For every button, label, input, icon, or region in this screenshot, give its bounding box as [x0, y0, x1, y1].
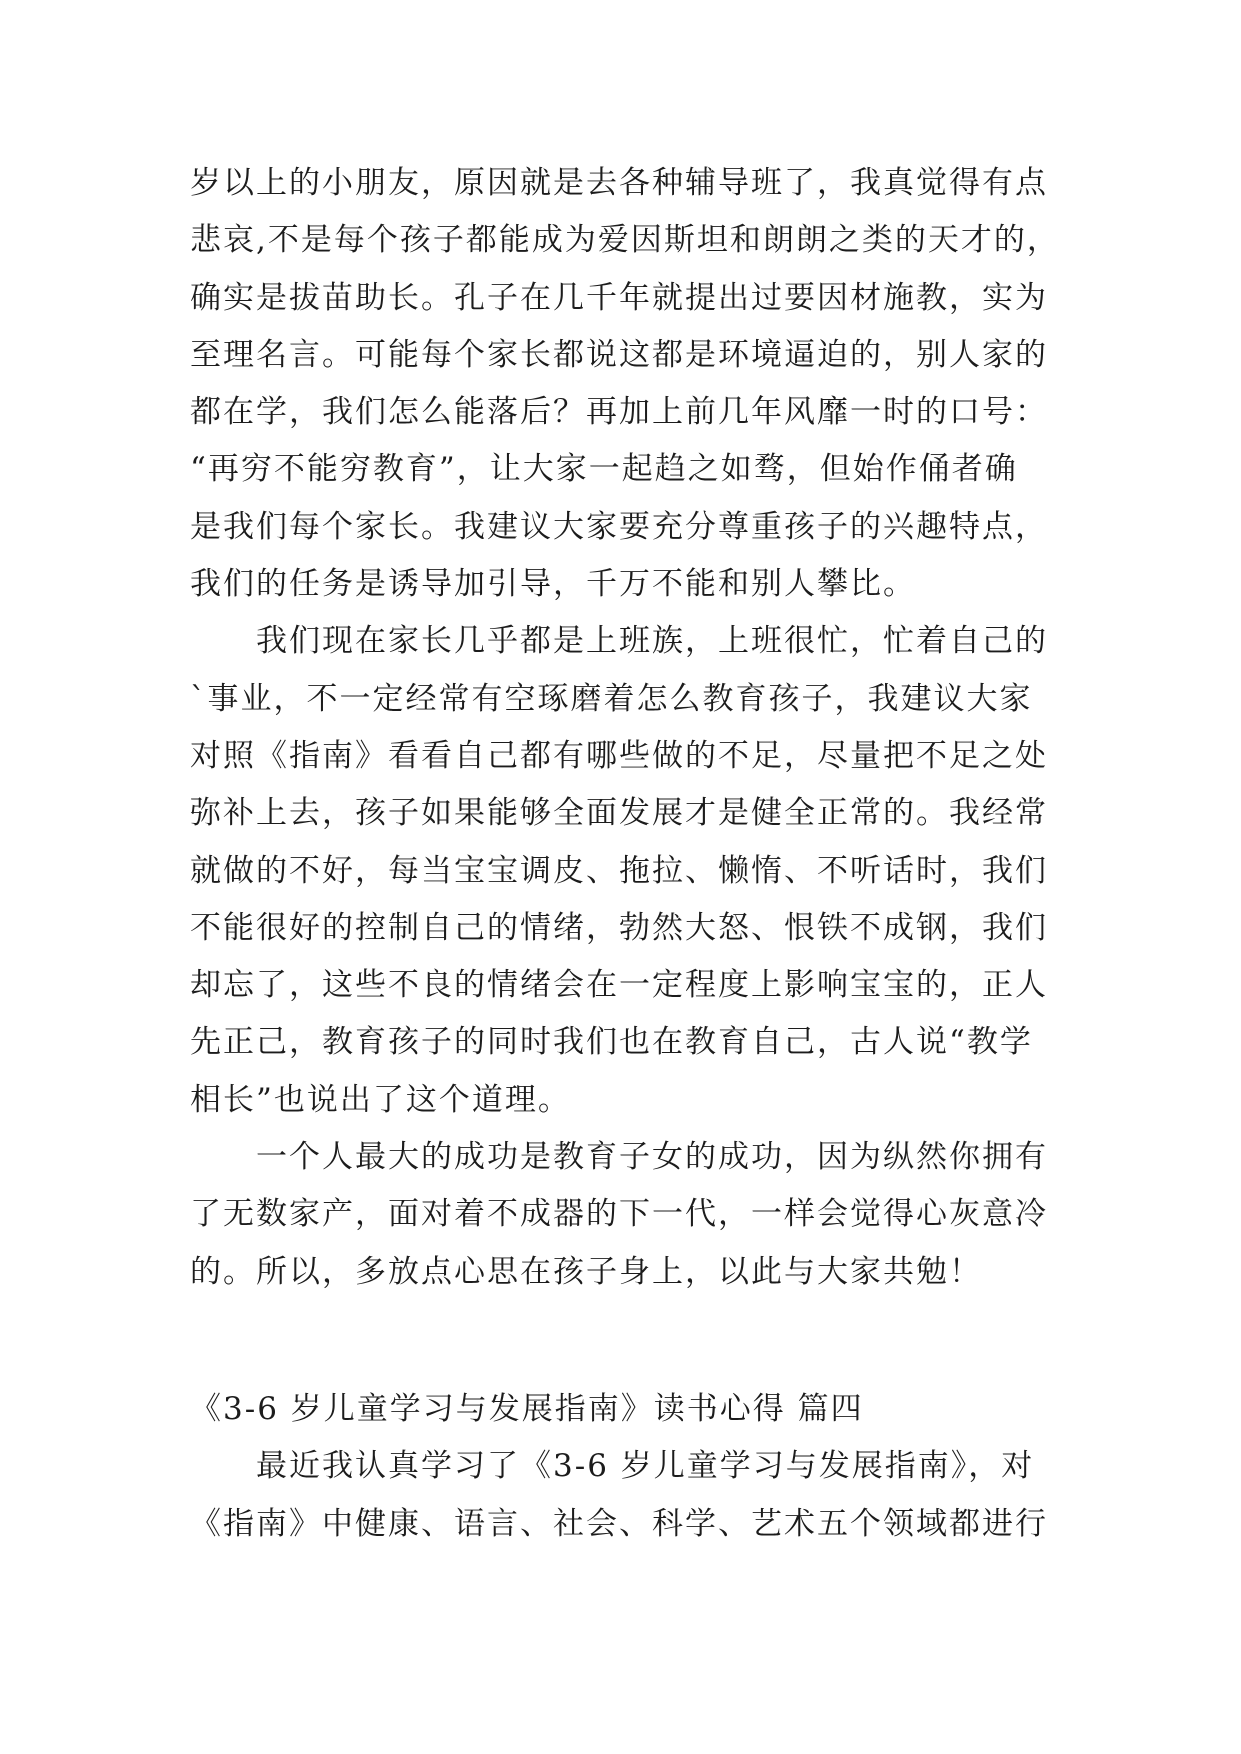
text-line: 就做的不好，每当宝宝调皮、拖拉、懒惰、不听话时，我们: [190, 852, 1048, 889]
text-line: 先正己，教育孩子的同时我们也在教育自己，古人说“教学: [190, 1024, 1033, 1061]
text-line: 《指南》中健康、语言、社会、科学、艺术五个领域都进行: [190, 1505, 1048, 1542]
text-line: 相长”也说出了这个道理。: [190, 1081, 571, 1118]
text-line: 都在学，我们怎么能落后？再加上前几年风靡一时的口号：: [190, 394, 1048, 431]
text-line: 是我们每个家长。我建议大家要充分尊重孩子的兴趣特点，: [190, 508, 1048, 545]
text-line: 我们的任务是诱导加引导，千万不能和别人攀比。: [190, 566, 916, 603]
text-line: 最近我认真学习了《3-6 岁儿童学习与发展指南》，对: [190, 1448, 1035, 1485]
text-line: 弥补上去，孩子如果能够全面发展才是健全正常的。我经常: [190, 795, 1048, 832]
body-text: [190, 155, 1090, 1553]
section-gap: [190, 1301, 1090, 1381]
text-line: 至理名言。可能每个家长都说这都是环境逼迫的，别人家的: [190, 336, 1048, 373]
text-line: 我们现在家长几乎都是上班族，上班很忙，忙着自己的: [190, 623, 1048, 660]
text-line: 对照《指南》看看自己都有哪些做的不足，尽量把不足之处: [190, 737, 1048, 774]
text-line: 确实是拔苗助长。孔子在几千年就提出过要因材施教，实为: [190, 279, 1048, 316]
text-line: 了无数家产，面对着不成器的下一代，一样会觉得心灰意冷: [190, 1196, 1048, 1233]
text-line: 却忘了，这些不良的情绪会在一定程度上影响宝宝的，正人: [190, 967, 1048, 1004]
text-line: 不能很好的控制自己的情绪，勃然大怒、恨铁不成钢，我们: [190, 909, 1048, 946]
section-heading: 《3-6 岁儿童学习与发展指南》读书心得 篇四: [190, 1390, 864, 1427]
text-line: `事业，不一定经常有空琢磨着怎么教育孩子，我建议大家: [190, 680, 1033, 717]
text-line: “再穷不能穷教育”，让大家一起趋之如骛，但始作俑者确: [190, 451, 1018, 488]
text-line: 的。所以，多放点心思在孩子身上，以此与大家共勉！: [190, 1253, 982, 1290]
text-line: 一个人最大的成功是教育子女的成功，因为纵然你拥有: [190, 1139, 1048, 1176]
text-line: 岁以上的小朋友，原因就是去各种辅导班了，我真觉得有点: [190, 165, 1048, 201]
text-line: 悲哀,不是每个孩子都能成为爱因斯坦和朗朗之类的天才的，: [190, 222, 1060, 259]
